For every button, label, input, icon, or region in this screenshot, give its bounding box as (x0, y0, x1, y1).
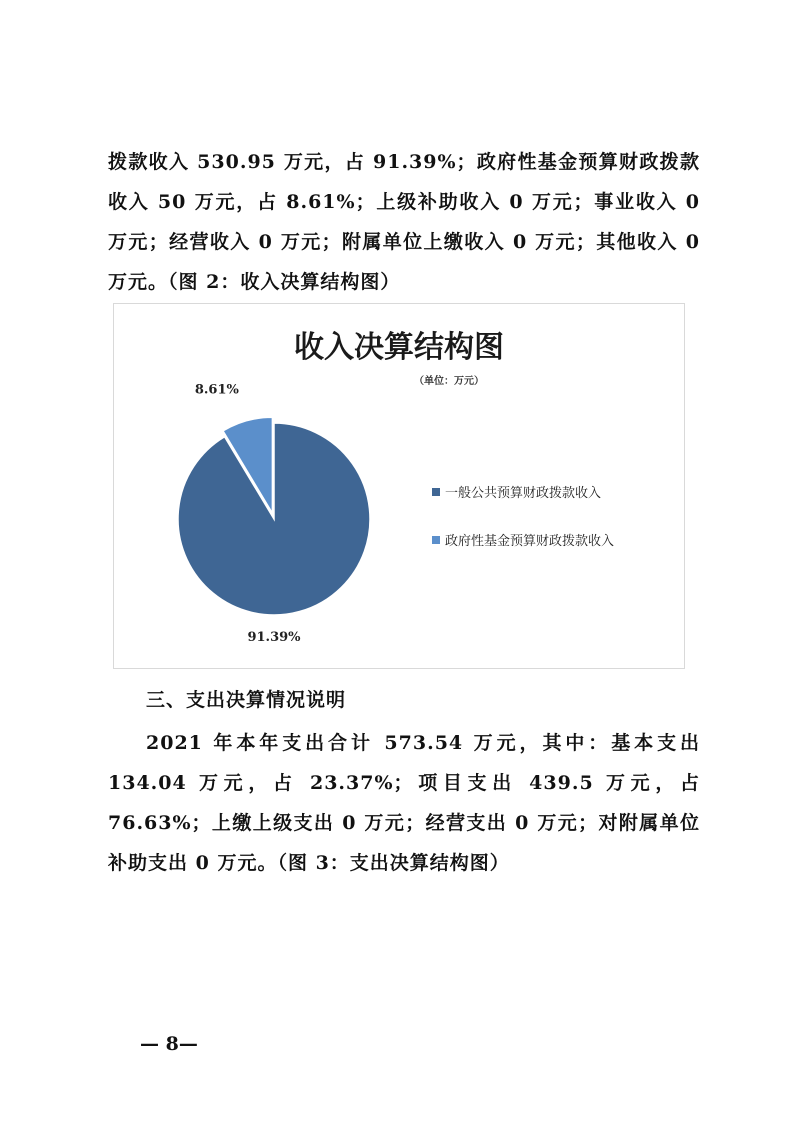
paragraph-revenue: 拨款收入 530.95 万元，占 91.39%；政府性基金预算财政拨款收入 50 万元，占 8.61%；上级补助收入 0 万元；事业收入 0 万元；经营收入 0 万元；附属单位上缴收入 0 万元；其他收入 0 万元。（图 2：收入决算结构图） (108, 151, 700, 293)
legend-item-2 (432, 530, 614, 549)
legend-item-1 (432, 482, 601, 501)
legend-swatch (432, 488, 440, 496)
legend-swatch (432, 536, 440, 544)
paragraph-expenditure: 2021 年本年支出合计 573.54 万元，其中：基本支出 134.04 万元，占 23.37%；项目支出 439.5 万元，占 76.63%；上缴上级支出 0 万元；经营支出 0 万元；对附属单位补助支出 0 万元。（图 3：支出决算结构图） (108, 732, 700, 874)
page-number: — 8— (140, 1033, 198, 1055)
legend-label: 一般公共预算财政拨款收入 (445, 486, 602, 501)
data-label-2: 8.61% (194, 382, 239, 398)
revenue-structure-chart (113, 303, 685, 669)
data-label-1: 91.39% (247, 630, 301, 645)
legend-label: 政府性基金预算财政拨款收入 (445, 534, 615, 549)
chart-title: 收入决算结构图 (294, 330, 504, 365)
pie-slice-1 (178, 423, 370, 615)
chart-unit: （单位：万元） (414, 376, 484, 387)
section-heading: 三、支出决算情况说明 (146, 689, 347, 711)
